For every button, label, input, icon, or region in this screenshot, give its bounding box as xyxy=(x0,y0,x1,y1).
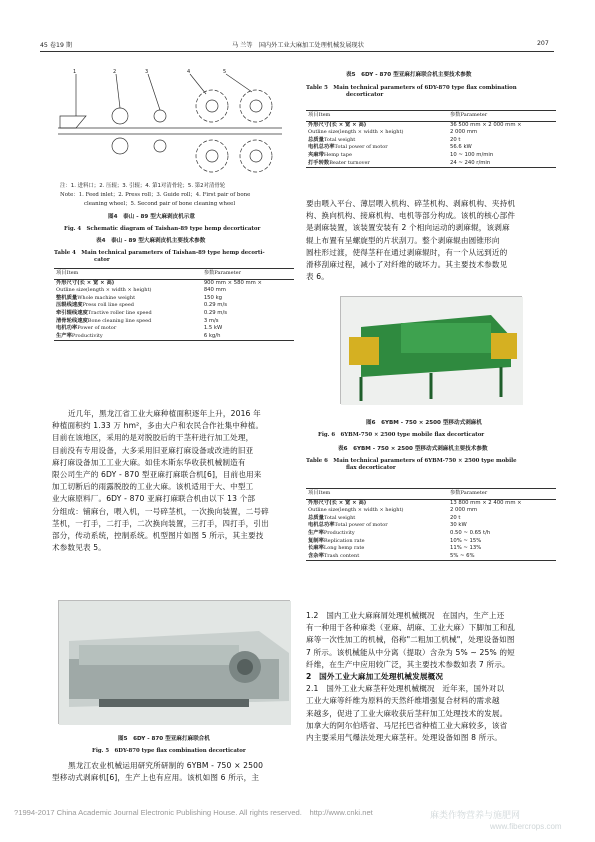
table-row: 生产率Productivity 6 kg/h xyxy=(54,333,294,341)
callout-1: 1 xyxy=(73,69,77,75)
figure-6-photo xyxy=(340,296,522,404)
table-row: 复制率Replication rate 10% ~ 15% xyxy=(308,537,482,544)
right-paragraph-1: 要由喂入平台、薄层喂入机构、碎茎机构、剥麻机构、夹持机 构、换向机构、接麻机构、电机等部分构成。该机的核心部件 是剥麻装置，该装置安装有 2 个相向运动的剥麻辊，该剥麻 辊上布置有呈螺旋型的片状刮刀。整个剥麻辊由圆锥形向 圆柱形过渡，使得茎秆在通过剥麻辊时，有一个从远到近的 滑移刮麻过程，减小了对纤维的破坏力。其主要技术参数见 表 6。 xyxy=(306,199,516,282)
fig4-caption-en: Fig. 4 Schematic diagram of Taishan-89 type hemp decorticator xyxy=(64,226,261,232)
section-heading-2: 2 国外工业大麻加工处理机械发展概况 xyxy=(306,672,444,682)
fig4-note-en-1: Note：1. Feed inlet；2. Press roll；3. Guide roll；4. First pair of bone xyxy=(60,192,251,198)
table-6 xyxy=(306,488,556,561)
table-5 xyxy=(306,110,556,168)
table-row: 长麻率Long hemp rate 11% ~ 13% xyxy=(308,545,482,552)
table6-col-param: 参数Parameter xyxy=(448,489,556,500)
fig5-caption-en: Fig. 5 6DY-870 type flax combination decorticator xyxy=(92,748,246,754)
mobile-flax-decorticator-image xyxy=(341,297,523,405)
table5-caption-cn: 表5 6DY - 870 型亚麻打麻联合机主要技术参数 xyxy=(346,72,472,78)
callout-4: 4 xyxy=(187,69,191,75)
figure-4-diagram xyxy=(56,66,284,178)
table-row: 压辊线速度Press roll line speed 0.29 m/s xyxy=(56,302,227,309)
running-title xyxy=(232,40,364,49)
fig6-caption-en: Fig. 6 6YBM-750 × 2500 type mobile flax decorticator xyxy=(318,432,485,438)
table6-caption-en: Table 6 Main technical parameters of 6YBM-750 × 2500 type mobile flax decorticator xyxy=(306,458,517,472)
fig5-caption-cn: 图5 6DY - 870 型亚麻打麻联合机 xyxy=(118,736,210,742)
page-number: 207 xyxy=(537,40,549,47)
table4-caption-en-2: cator xyxy=(94,257,110,264)
fig4-note-cn: 注：1. 进料口；2. 压辊；3. 引辊；4. 第1对清骨轮；5. 第2对清骨轮 xyxy=(60,183,226,189)
journal-title: 国内外工业大麻加工处理机械发展现状 xyxy=(258,42,364,49)
table-row: 外形尺寸(长 × 宽 × 高) Outline size(length × width × height) 900 mm × 580 mm × 840 mm xyxy=(56,279,262,294)
callout-3: 3 xyxy=(145,69,149,75)
table-4 xyxy=(54,268,294,341)
callout-5: 5 xyxy=(223,69,227,75)
table-row: 外形尺寸(长 × 宽 × 高) Outline size(length × width × height) 36 500 mm × 2 000 mm × 2 000 mm xyxy=(308,121,522,136)
watermark-url: www.fibercrops.com xyxy=(490,822,562,831)
table4-caption-cn: 表4 泰山 - 89 型大麻剥皮机主要技术参数 xyxy=(96,238,206,244)
table4-col-param: 参数Parameter xyxy=(202,269,294,280)
table-row: 牵引辊线速度Tractive roller line speed 0.29 m/s xyxy=(56,309,227,316)
flax-combination-machine-image xyxy=(59,601,291,725)
right-paragraph-2: 1.2 国内工业大麻麻屑处理机械概况 在国内，生产上还 有一种用于各种麻类（亚麻、胡麻、工业大麻）下脚加工和乱 麻等一次性加工的机械，俗称"二粗加工机械"，处理设备如图 7 所示。该机械能从中分离（提取）含杂为 5% ~ 25% 的短 纤维，在生产中应用较广泛，其主要技术参数如表 7 所示。 2 国外工业大麻加工处理机械发展概况 2.1 国外工业大麻茎秆处理机械概况 近年来，国外对以 工业大麻等纤维为原料的天然纤维增强复合材料的需求越 来越多，促进了工业大麻收获后茎秆加工处理技术的发展。 加拿大的阿尔伯塔省、马尼托巴省种植工业大麻较多，该省 内主要采用气爆法处理大麻茎秆。处理设备如图 8 所示。 xyxy=(306,610,556,744)
decorticator-schematic xyxy=(56,66,284,178)
fig4-note-en-2: cleaning wheel；5. Second pair of bone cleaning wheel xyxy=(84,201,236,207)
table4-col-item: 项目Item xyxy=(54,269,202,280)
table-row: 总质量Total weight 20 t xyxy=(308,514,461,521)
volume-label: 45 卷19 期 xyxy=(40,42,73,49)
table-row: 夹麻带Hemp tape 10 ~ 100 m/min xyxy=(308,151,494,158)
table-row: 清骨轮线速度Bone cleaning line speed 3 m/s xyxy=(56,317,219,324)
table4-caption-en xyxy=(54,250,294,265)
fig6-caption-cn: 图6 6YBM - 750 × 2500 型移动式剥麻机 xyxy=(366,420,482,426)
table-row: 外形尺寸(长 × 宽 × 高) Outline size(length × width × height) 13 800 mm × 2 400 mm × 2 000 mm xyxy=(308,499,522,514)
callout-2: 2 xyxy=(113,69,117,75)
table6-caption-cn: 表6 6YBM - 750 × 2500 型移动式剥麻机主要技术参数 xyxy=(338,446,488,452)
table-row: 电机总功率Total power of motor 56.6 kW xyxy=(308,144,472,151)
table5-caption-en: Table 5 Main technical parameters of 6DY-870 type flax combination decorticator xyxy=(306,85,517,99)
table-row: 打手转数Beater turnover 24 ~ 240 r/min xyxy=(306,160,556,168)
table-row: 整机质量Whole machine weight 150 kg xyxy=(56,294,223,301)
left-paragraph-1: 近几年，黑龙江省工业大麻种植面积逐年上升，2016 年 种植面积约 1.33 万 hm²，多由大户和农民合作社集中种植。 目前在该地区，采用的是对脱胶后的干茎秆进行加工处理， 目前没有专用设备，大多采用旧亚麻打麻设备或改进的旧亚 麻打麻设备加工工业大麻。如佳木斯东华收获机械制造有 限公司生产的 6DY - 870 型亚麻打麻联合机[6]，目前也用来 加工切断后的雨露脱胶的工业大麻。该机适用于大、中型工 业大麻原料厂。6DY - 870 亚麻打麻联合机由以下 13 个部 分组成：铺麻台，喂入机，一号碎茎机，一次换向装置，二号碎 茎机，一打手，二打手，二次换向装置，三打手，四打手，引出 部分，传动系统，控制系统。机型图片如图 5 所示，其主要技 术参数见表 5。 xyxy=(52,409,269,553)
table-row: 生产率Productivity 0.50 ~ 0.65 t/h xyxy=(308,529,491,536)
copyright-footer: ?1994-2017 China Academic Journal Electronic Publishing House. All rights reserved. http://www.cnki.net xyxy=(14,808,373,817)
table-row: 含杂率Trash content 5% ~ 6% xyxy=(306,553,556,561)
figure-5-photo xyxy=(58,600,290,724)
table6-col-item: 项目Item xyxy=(306,489,448,500)
header-rule xyxy=(40,51,554,52)
table-row: 总质量Total weight 20 t xyxy=(308,136,461,143)
table5-col-param: 参数Parameter xyxy=(448,111,556,122)
authors: 马 兰等 xyxy=(232,42,253,49)
table4-caption-en-1: Table 4 Main technical parameters of Taishan-89 type hemp decorti- xyxy=(54,250,265,256)
left-paragraph-2: 黑龙江农业机械运用研究所研制的 6YBM - 750 × 2500 型移动式剥麻机[6]，生产上也有应用。该机如图 6 所示，主 xyxy=(52,761,264,783)
fig4-caption-cn: 图4 泰山 - 89 型大麻剥皮机示意 xyxy=(108,214,195,220)
table-row: 电机总功率Total power of motor 30 kW xyxy=(308,522,467,529)
table5-col-item: 项目Item xyxy=(306,111,448,122)
watermark-cn: 麻类作物营养与施肥网 xyxy=(430,810,521,820)
table-row: 电机功率Power of motor 1.5 kW xyxy=(56,325,223,332)
